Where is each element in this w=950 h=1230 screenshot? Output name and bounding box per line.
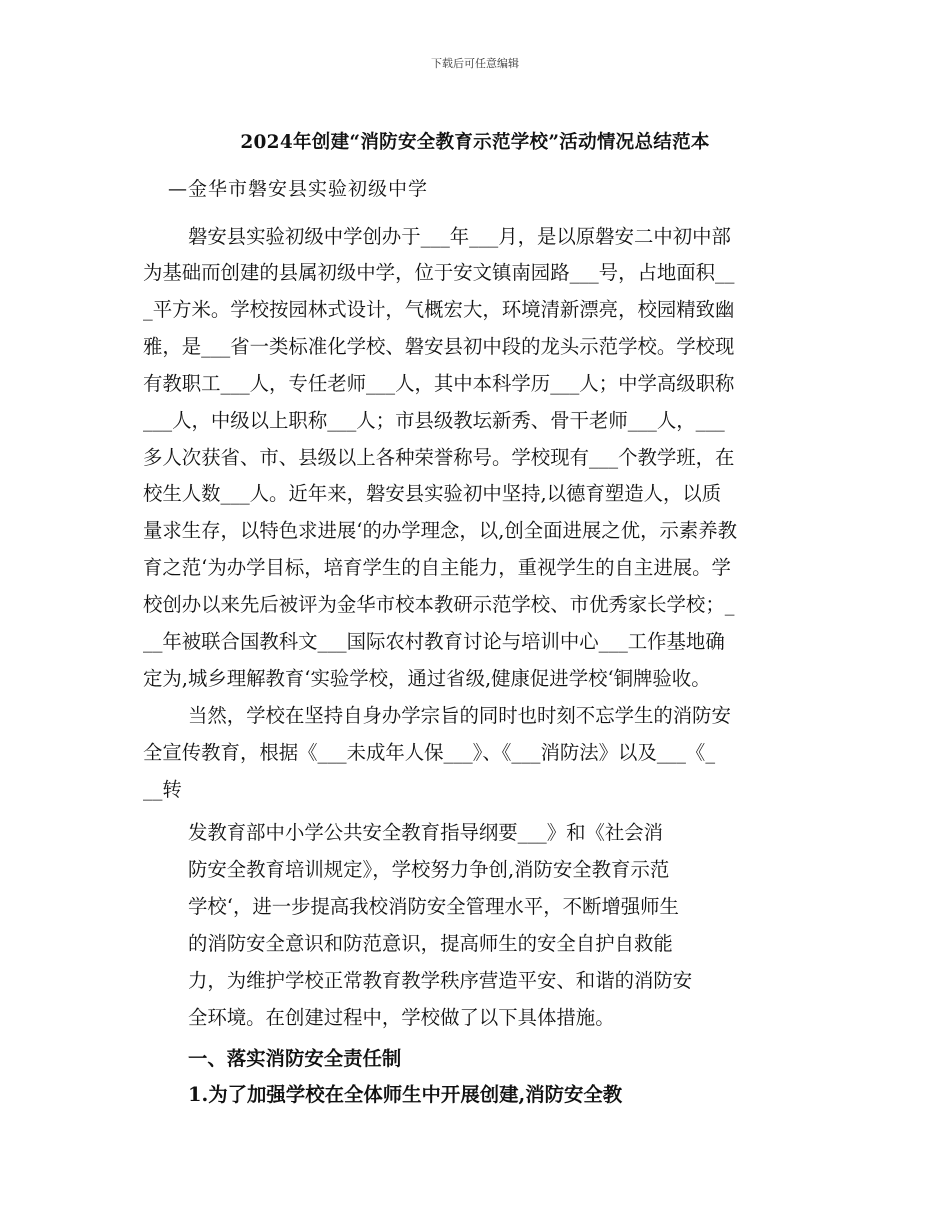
list-item-heading: 1.为了加强学校在全体师生中开展创建,消防安全教 [188,1083,623,1106]
paragraph-line: 有教职工___人，专任老师___人，其中本科学历___人；中学高级职称 [143,372,735,395]
paragraph-line: 为基础而创建的县属初级中学，位于安文镇南园路___号，占地面积__ [143,261,735,284]
paragraph-line: 多人次获省、市、县级以上各种荣誉称号。学校现有___个教学班，在 [143,446,735,469]
paragraph-line: 全环境。在创建过程中，学校做了以下具体措施。 [188,1006,615,1029]
paragraph-line: 的消防安全意识和防范意识，提高师生的安全自护自救能 [188,932,673,955]
paragraph-line: 防安全教育培训规定》，学校努力争创,消防安全教育示范 [188,858,670,881]
paragraph-line: ___人，中级以上职称___人；市县级教坛新秀、骨干老师___人，___ [143,409,725,432]
paragraph-line: 育之范‘为办学目标，培育学生的自主能力，重视学生的自主进展。学 [143,556,731,579]
section-heading: 一、落实消防安全责任制 [188,1047,402,1070]
header-note: 下载后可任意编辑 [431,57,519,70]
paragraph-line: _平方米。学校按园林式设计，气概宏大，环境清新漂亮，校园精致幽 [143,298,735,321]
paragraph-line: 校生人数___人。近年来，磐安县实验初中坚持,以德育塑造人，以质 [143,482,722,505]
page-title: 2024年创建“消防安全教育示范学校”活动情况总结范本 [240,132,710,153]
paragraph-line: 学校‘，进一步提高我校消防安全管理水平，不断增强师生 [188,895,679,918]
paragraph-line: __转 [143,778,182,801]
paragraph-line: 定为,城乡理解教育‘实验学校，通过省级,健康促进学校‘铜牌验收。 [143,667,711,690]
paragraph-line: __年被联合国教科文___国际农村教育讨论与培训中心___工作基地确 [143,630,725,653]
paragraph-line: 雅，是___省一类标准化学校、磐安县初中段的龙头示范学校。学校现 [143,335,735,358]
paragraph-line: 磐安县实验初级中学创办于___年___月，是以原磐安二中初中部 [188,225,731,248]
paragraph-line: 校创办以来先后被评为金华市校本教研示范学校、市优秀家长学校；_ [143,593,735,616]
paragraph-line: 全宣传教育，根据《___未成年人保___》、《___消防法》以及___《_ [143,741,716,764]
paragraph-line: 当然，学校在坚持自身办学宗旨的同时也时刻不忘学生的消防安 [188,704,731,727]
paragraph-line: 力，为维护学校正常教育教学秩序营造平安、和谐的消防安 [188,969,693,992]
paragraph-line: 发教育部中小学公共安全教育指导纲要___》和《社会消 [188,821,664,844]
paragraph-line: 量求生存，以特色求进展‘的办学理念，以,创全面进展之优，示素养教 [143,519,738,542]
subtitle: —金华市磐安县实验初级中学 [168,178,429,200]
